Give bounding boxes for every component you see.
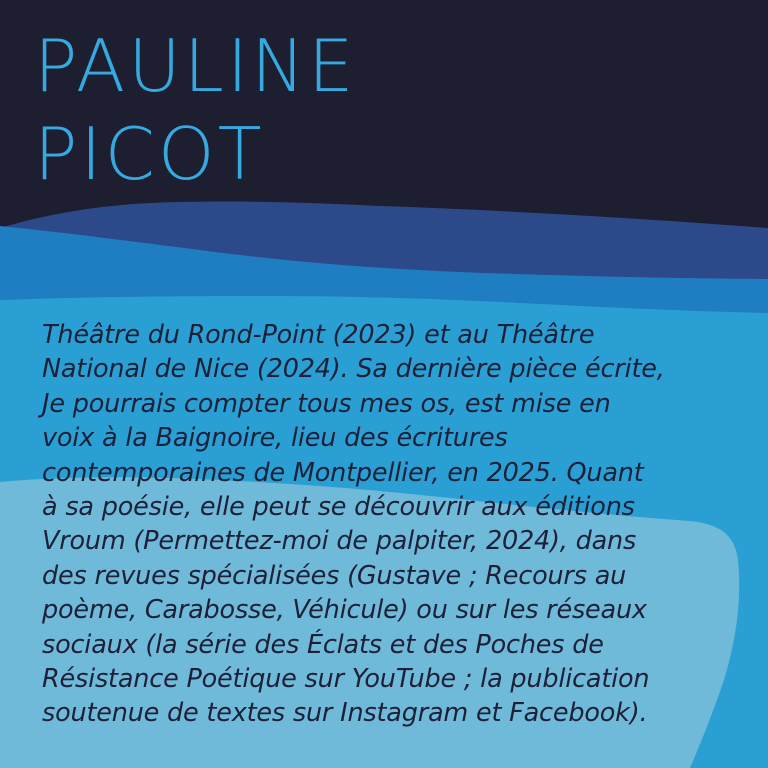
paragraph-line: Théâtre du Rond-Point (2023) et au Théâtre: [42, 320, 595, 350]
paragraph-line: National de Nice (2024). Sa dernière pièce écrite,: [42, 354, 665, 385]
page-title: [34, 22, 356, 198]
paragraph-line: sociaux (la série des Éclats et des Poches de: [42, 629, 604, 660]
paragraph-line: soutenue de textes sur Instagram et Facebook).: [42, 698, 648, 729]
paragraph-line: des revues spécialisées (Gustave ; Recours au: [42, 560, 627, 591]
title-first-name: PAULINE: [34, 24, 357, 108]
paragraph-line: Vroum (Permettez-moi de palpiter, 2024), dans: [42, 526, 637, 557]
paragraph-line: à sa poésie, elle peut se découvrir aux éditions: [42, 492, 635, 523]
title-last-name: PICOT: [34, 112, 265, 196]
paragraph-line: poème, Carabosse, Véhicule) ou sur les réseaux: [42, 595, 647, 626]
paragraph-line: Je pourrais compter tous mes os, est mise en: [42, 388, 611, 419]
paragraph-line: voix à la Baignoire, lieu des écritures: [42, 423, 508, 454]
paragraph-line: Résistance Poétique sur YouTube ; la publication: [42, 664, 650, 695]
paragraph-line: contemporaines de Montpellier, en 2025. Quant: [42, 457, 644, 488]
biography-paragraph: [42, 318, 742, 731]
